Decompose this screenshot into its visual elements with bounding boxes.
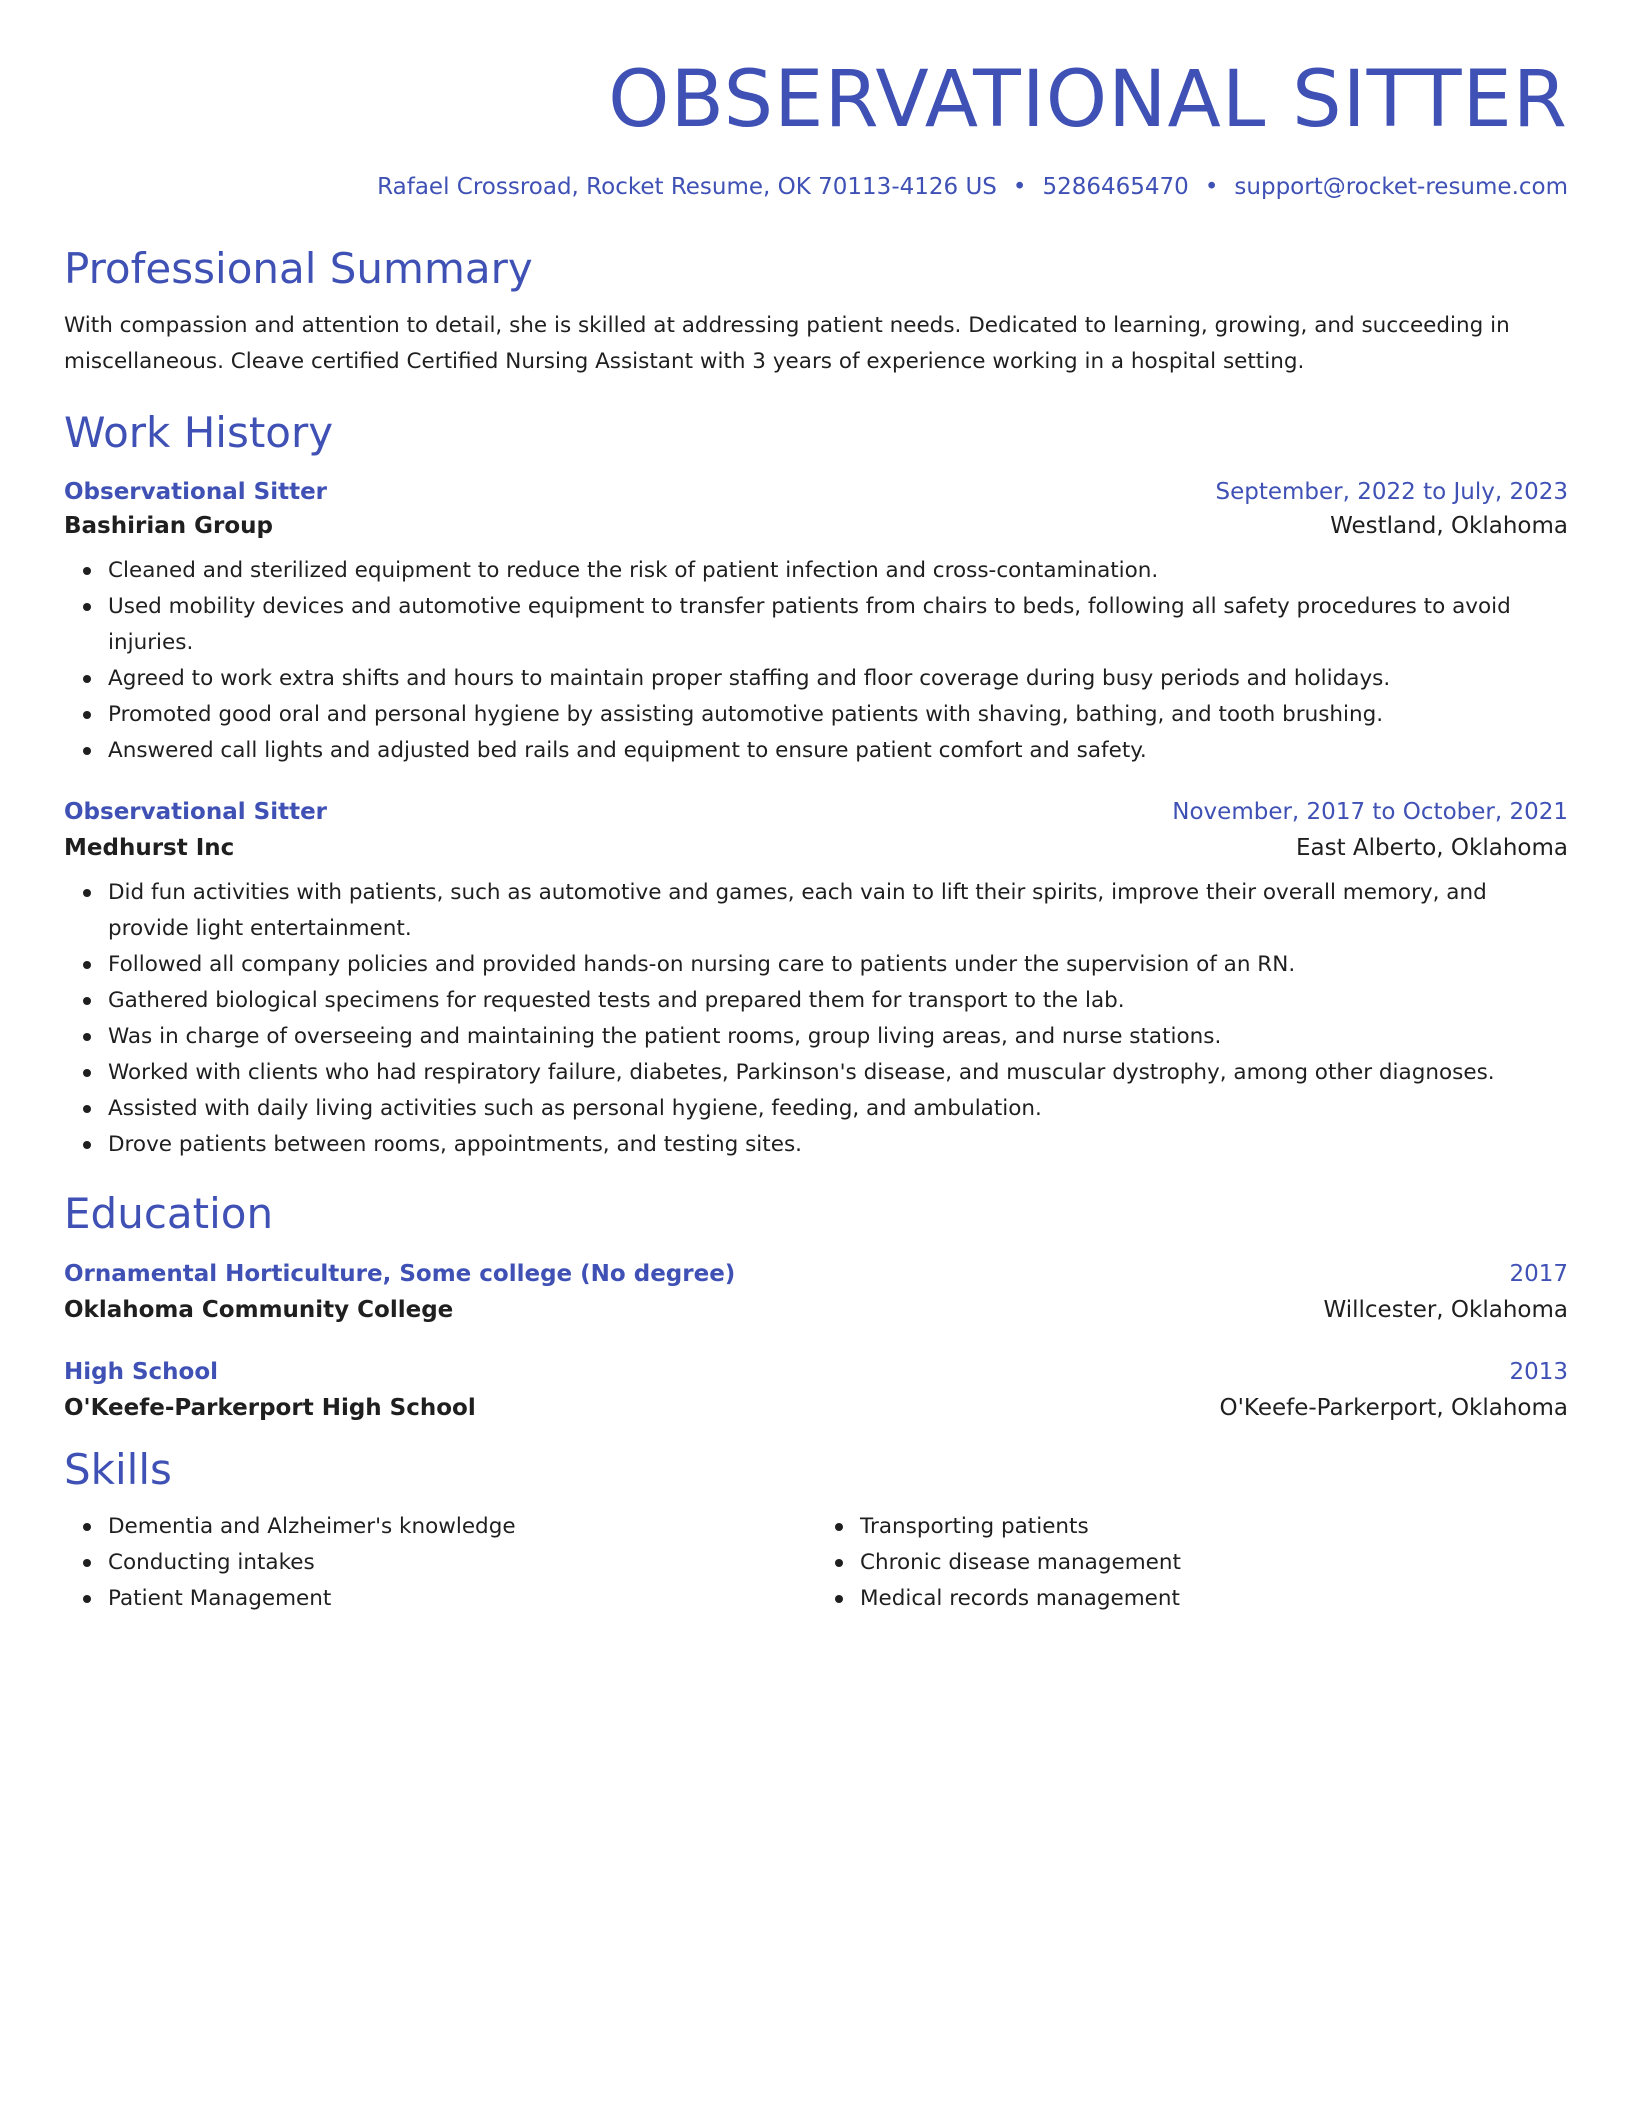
job-entry	[64, 799, 1568, 1163]
education-degree: High School	[64, 1358, 219, 1385]
job-dates: September, 2022 to July, 2023	[1215, 478, 1568, 505]
job-bullet: Cleaned and sterilized equipment to reduce the risk of patient infection and cross-contamination.	[108, 553, 1568, 589]
contact-email[interactable]: support@rocket-resume.com	[1234, 173, 1568, 200]
education-entry	[64, 1359, 1568, 1421]
contact-separator: •	[1012, 173, 1027, 200]
job-location: East Alberto, Oklahoma	[1295, 834, 1568, 861]
summary-heading: Professional Summary	[64, 243, 533, 293]
education-school: Oklahoma Community College	[64, 1296, 454, 1323]
job-header-row	[64, 479, 1568, 505]
job-entry	[64, 479, 1568, 769]
summary-text: With compassion and attention to detail, she is skilled at addressing patient needs. Dedicated to learning, growing, and succeeding in miscellaneous. Cleave certified Certified Nursing Assistant with 3 years of experience working in a hospital setting.	[64, 313, 1510, 375]
job-bullet: Promoted good oral and personal hygiene by assisting automotive patients with shaving, bathing, and tooth brushing.	[108, 697, 1568, 733]
job-bullet: Was in charge of overseeing and maintaining the patient rooms, group living areas, and nurse stations.	[108, 1019, 1568, 1055]
education-header-row	[64, 1261, 1568, 1287]
skills-column-left	[64, 1509, 816, 1617]
job-dates: November, 2017 to October, 2021	[1172, 798, 1568, 825]
job-company-row	[64, 835, 1568, 861]
job-bullet: Agreed to work extra shifts and hours to maintain proper staffing and floor coverage during busy periods and holidays.	[108, 661, 1568, 697]
education-degree: Ornamental Horticulture, Some college (No degree)	[64, 1260, 736, 1287]
job-bullet: Gathered biological specimens for requested tests and prepared them for transport to the lab.	[108, 983, 1568, 1019]
education-location: Willcester, Oklahoma	[1323, 1296, 1568, 1323]
job-company: Medhurst Inc	[64, 834, 235, 861]
skill-item: Chronic disease management	[860, 1545, 1568, 1581]
job-header-row	[64, 799, 1568, 825]
education-location: O'Keefe-Parkerport, Oklahoma	[1219, 1394, 1568, 1421]
job-company: Bashirian Group	[64, 512, 273, 539]
job-bullet: Used mobility devices and automotive equipment to transfer patients from chairs to beds, following all safety procedures to avoid injuries.	[108, 589, 1568, 661]
contact-separator: •	[1204, 173, 1219, 200]
contact-address: Rafael Crossroad, Rocket Resume, OK 70113-4126 US	[377, 173, 997, 200]
skills-column-right	[816, 1509, 1568, 1617]
summary-section	[64, 244, 1568, 380]
job-company-row	[64, 513, 1568, 539]
skill-item: Dementia and Alzheimer's knowledge	[108, 1509, 816, 1545]
education-heading: Education	[64, 1188, 274, 1238]
job-bullets	[64, 553, 1568, 769]
education-school-row	[64, 1395, 1568, 1421]
education-section	[64, 1189, 1568, 1421]
skills-section	[64, 1445, 1568, 1617]
skill-item: Conducting intakes	[108, 1545, 816, 1581]
education-header-row	[64, 1359, 1568, 1385]
contact-phone: 5286465470	[1042, 173, 1189, 200]
education-school-row	[64, 1297, 1568, 1323]
work-history-section	[64, 408, 1568, 1162]
job-location: Westland, Oklahoma	[1330, 512, 1568, 539]
job-title: Observational Sitter	[64, 478, 328, 505]
education-year: 2013	[1509, 1358, 1568, 1385]
candidate-name: OBSERVATIONAL SITTER	[608, 55, 1568, 145]
work-history-heading: Work History	[64, 408, 334, 458]
skill-item: Patient Management	[108, 1581, 816, 1617]
contact-line	[64, 174, 1568, 200]
skills-grid	[64, 1509, 1568, 1617]
skills-heading: Skills	[64, 1444, 172, 1494]
skill-item: Transporting patients	[860, 1509, 1568, 1545]
job-bullet: Answered call lights and adjusted bed rails and equipment to ensure patient comfort and safety.	[108, 733, 1568, 769]
education-year: 2017	[1509, 1260, 1568, 1287]
job-bullet: Drove patients between rooms, appointments, and testing sites.	[108, 1127, 1568, 1163]
job-bullets	[64, 875, 1568, 1163]
skill-item: Medical records management	[860, 1581, 1568, 1617]
job-bullet: Did fun activities with patients, such as automotive and games, each vain to lift their spirits, improve their overall memory, and provide light entertainment.	[108, 875, 1568, 947]
education-school: O'Keefe-Parkerport High School	[64, 1394, 476, 1421]
education-entry	[64, 1261, 1568, 1323]
job-title: Observational Sitter	[64, 798, 328, 825]
job-bullet: Worked with clients who had respiratory failure, diabetes, Parkinson's disease, and muscular dystrophy, among other diagnoses.	[108, 1055, 1568, 1091]
job-bullet: Followed all company policies and provided hands-on nursing care to patients under the supervision of an RN.	[108, 947, 1568, 983]
job-bullet: Assisted with daily living activities such as personal hygiene, feeding, and ambulation.	[108, 1091, 1568, 1127]
